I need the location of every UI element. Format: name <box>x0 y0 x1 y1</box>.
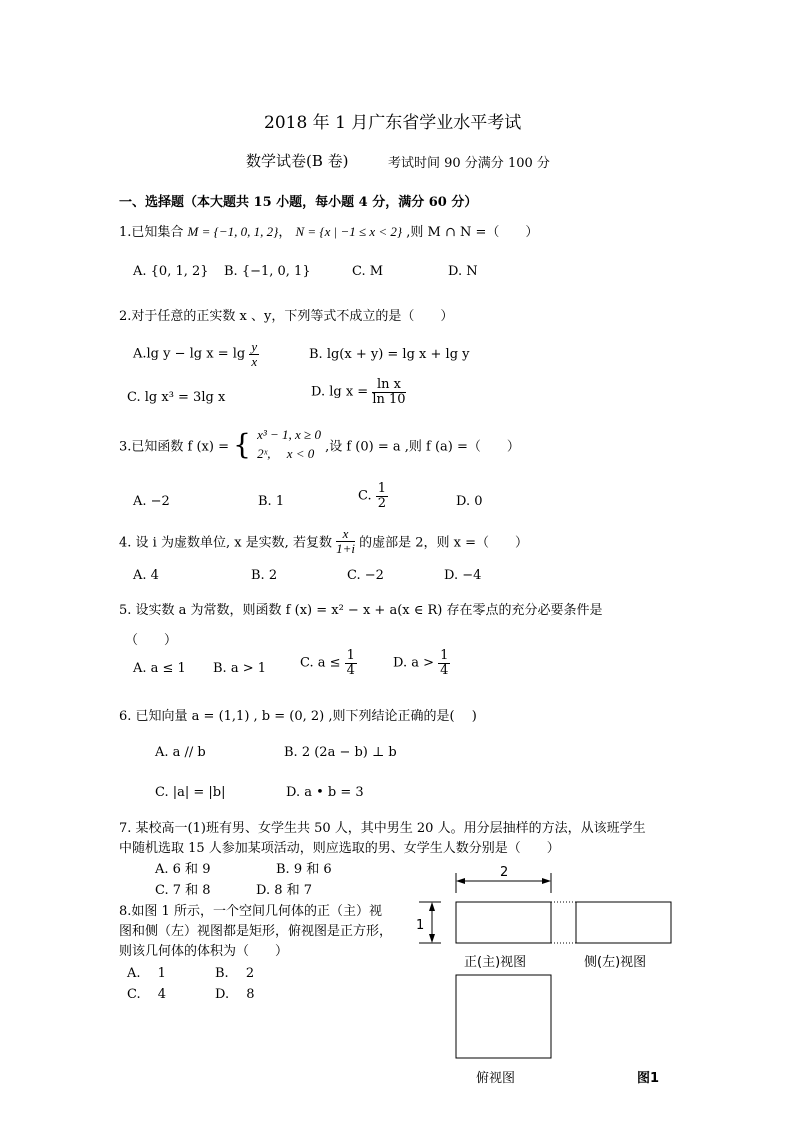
q8-option-c[interactable]: C. 4 <box>127 987 167 1002</box>
q7-option-b[interactable]: B. 9 和 6 <box>276 862 332 877</box>
q7-option-c[interactable]: C. 7 和 8 <box>155 883 211 898</box>
figure-width-label: 2 <box>500 865 509 880</box>
exam-title: 2018 年 1 月广东省学业水平考试 <box>264 113 522 133</box>
question-5-stem: 5. 设实数 a 为常数，则函数 f (x) = x² − x + a(x ∈ R) 存在零点的充分必要条件是 <box>119 603 603 618</box>
question-2-stem: 2.对于任意的正实数 x 、y，下列等式不成立的是（ ） <box>119 309 454 324</box>
paper-subtitle: 数学试卷(B 卷) <box>246 152 349 170</box>
q3-option-c-label: C. <box>358 488 372 504</box>
top-view-label: 俯视图 <box>476 1071 516 1086</box>
question-1-stem: 1.已知集合 M = {−1, 0, 1, 2}， N = {x | −1 ≤ x < 2} ,则 M ∩ N =（ ） <box>119 224 539 240</box>
q1-set-m: M = {−1, 0, 1, 2} <box>187 224 279 239</box>
q2-fraction-numerator: y <box>251 339 258 354</box>
question-8-line-2: 图和侧（左）视图都是矩形，俯视图是正方形， <box>119 924 393 939</box>
q3-option-b[interactable]: B. 1 <box>258 494 285 509</box>
q3-case-2: 2ˣ, x < 0 <box>257 445 315 461</box>
q4-suffix: 的虚部是 2，则 x =（ ） <box>359 535 529 551</box>
width-arrowhead-right <box>542 878 551 884</box>
q3-option-a[interactable]: A. −2 <box>133 494 170 509</box>
q7-option-d[interactable]: D. 8 和 7 <box>256 883 313 898</box>
q5-c-denominator: 4 <box>346 662 355 678</box>
question-8-line-3: 则该几何体的体积为（ ） <box>119 944 289 959</box>
q5-option-a[interactable]: A. a ≤ 1 <box>133 661 186 676</box>
exam-time-note: 考试时间 90 分满分 100 分 <box>388 156 550 171</box>
q2-option-b[interactable]: B. lg(x + y) = lg x + lg y <box>309 347 470 362</box>
q1-option-d[interactable]: D. N <box>448 264 478 279</box>
q2-fraction-denominator: x <box>251 353 258 369</box>
top-view-rect <box>456 975 551 1058</box>
q5-option-c-label: C. a ≤ <box>300 655 341 671</box>
section-heading: 一、选择题（本大题共 15 小题，每小题 4 分，满分 60 分） <box>119 195 478 210</box>
q4-option-d[interactable]: D. −4 <box>444 568 482 583</box>
q2-d-numerator: ln x <box>372 378 405 393</box>
q1-option-b[interactable]: B. {−1, 0, 1} <box>224 264 311 279</box>
q2-option-a-text: A.lg y − lg x = lg <box>133 346 246 362</box>
width-arrowhead-left <box>456 878 465 884</box>
q5-answer-paren: （ ） <box>125 633 178 648</box>
q3-suffix: ,设 f (0) = a ,则 f (a) =（ ） <box>325 439 520 455</box>
q3-piecewise-brace: { <box>233 427 251 461</box>
q6-option-d[interactable]: D. a • b = 3 <box>286 785 364 800</box>
q1-prefix: 1.已知集合 <box>119 225 184 240</box>
q4-numerator: x <box>336 527 355 542</box>
q4-prefix: 4. 设 i 为虚数单位, x 是实数, 若复数 <box>119 535 332 551</box>
q8-option-b[interactable]: B. 2 <box>215 966 255 981</box>
q6-option-a[interactable]: A. a // b <box>155 745 206 760</box>
q8-option-d[interactable]: D. 8 <box>215 987 255 1002</box>
figure-caption: 图1 <box>637 1071 660 1086</box>
q8-option-a[interactable]: A. 1 <box>127 966 166 981</box>
q1-option-c[interactable]: C. M <box>352 264 384 279</box>
q1-suffix: ,则 M ∩ N =（ ） <box>406 225 539 240</box>
q2-d-denominator: ln 10 <box>372 391 406 407</box>
figure-height-label: 1 <box>416 918 425 933</box>
q6-option-b[interactable]: B. 2 (2a − b) ⊥ b <box>284 745 397 760</box>
q7-option-a[interactable]: A. 6 和 9 <box>155 862 211 877</box>
side-view-label: 侧(左)视图 <box>584 955 647 970</box>
q3-case-1: x³ − 1, x ≥ 0 <box>257 427 321 442</box>
height-arrowhead-bottom <box>429 934 435 943</box>
front-view-rect <box>456 902 551 943</box>
q2-option-c[interactable]: C. lg x³ = 3lg x <box>127 390 226 405</box>
question-7-line-2: 中随机选取 15 人参加某项活动，则应选取的男、女学生人数分别是（ ） <box>119 841 560 856</box>
q4-option-b[interactable]: B. 2 <box>251 568 278 583</box>
question-7-line-1: 7. 某校高一(1)班有男、女学生共 50 人，其中男生 20 人。用分层抽样的方法，从该班学生 <box>119 821 646 836</box>
q3-c-denominator: 2 <box>377 495 387 511</box>
q3-c-numerator: 1 <box>377 481 387 496</box>
height-arrowhead-top <box>429 902 435 911</box>
side-view-rect <box>576 902 671 943</box>
q5-c-numerator: 1 <box>346 648 355 663</box>
question-6-stem: 6. 已知向量 a = (1,1) , b = (0, 2) ,则下列结论正确的是( ) <box>119 709 477 724</box>
q5-option-b[interactable]: B. a > 1 <box>213 661 266 676</box>
q2-option-d-text: D. lg x = <box>311 384 369 400</box>
q1-set-n: N = {x | −1 ≤ x < 2} <box>295 224 403 239</box>
q1-option-a[interactable]: A. {0, 1, 2} <box>133 264 209 279</box>
question-8-line-1: 8.如图 1 所示，一个空间几何体的正（主）视 <box>119 904 382 919</box>
q5-option-d-label: D. a > <box>393 655 434 671</box>
q4-option-a[interactable]: A. 4 <box>133 568 159 583</box>
front-view-label: 正(主)视图 <box>464 955 527 970</box>
q4-denominator: 1+i <box>336 540 355 556</box>
q5-d-numerator: 1 <box>440 648 449 663</box>
q3-prefix: 3.已知函数 f (x) = <box>119 439 229 455</box>
q6-option-c[interactable]: C. |a| = |b| <box>155 785 226 800</box>
q5-d-denominator: 4 <box>440 662 449 678</box>
q3-option-d[interactable]: D. 0 <box>456 494 483 509</box>
q4-option-c[interactable]: C. −2 <box>347 568 384 583</box>
